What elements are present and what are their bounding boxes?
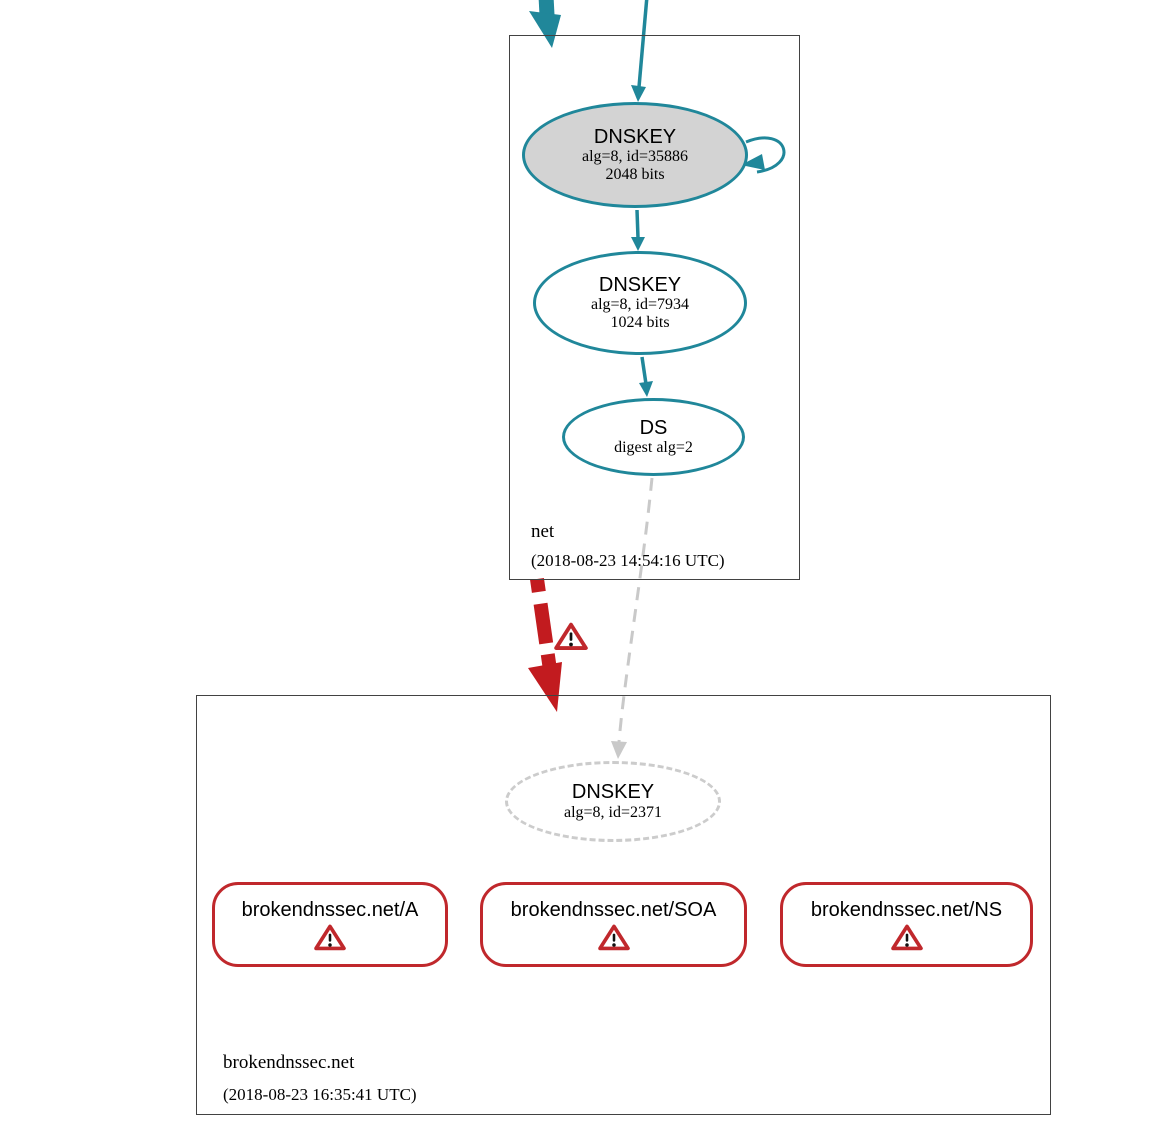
zone-timestamp: (2018-08-23 14:54:16 UTC) (531, 551, 725, 570)
dnskey-node-2371-insecure (505, 761, 721, 842)
node-title: DS (639, 416, 668, 439)
node-detail: 2048 bits (605, 166, 665, 184)
node-detail: alg=8, id=35886 (581, 148, 689, 166)
zone-name: brokendnssec.net (223, 1052, 355, 1073)
node-detail: digest alg=2 (614, 439, 693, 457)
zone-name: net (531, 521, 555, 542)
node-title: DNSKEY (571, 781, 655, 804)
warning-icon (314, 923, 346, 953)
dnskey-node-zsk-7934 (533, 251, 747, 355)
rrset-label: brokendnssec.net/NS (810, 898, 1003, 921)
ds-node (562, 398, 745, 476)
zone-timestamp: (2018-08-23 16:35:41 UTC) (223, 1085, 417, 1104)
rrset-label: brokendnssec.net/SOA (510, 898, 717, 921)
rrset-label: brokendnssec.net/A (241, 898, 419, 921)
warning-icon (891, 923, 923, 953)
rrset-box-ns (780, 882, 1033, 967)
node-title: DNSKEY (593, 125, 677, 148)
node-title: DNSKEY (598, 273, 682, 296)
warning-icon (554, 620, 588, 654)
node-detail: 1024 bits (610, 314, 670, 332)
rrset-box-a (212, 882, 448, 967)
dnskey-node-ksk-35886 (522, 102, 748, 208)
node-detail: alg=8, id=2371 (563, 803, 663, 821)
rrset-box-soa (480, 882, 747, 967)
warning-icon (598, 923, 630, 953)
node-detail: alg=8, id=7934 (590, 296, 690, 314)
